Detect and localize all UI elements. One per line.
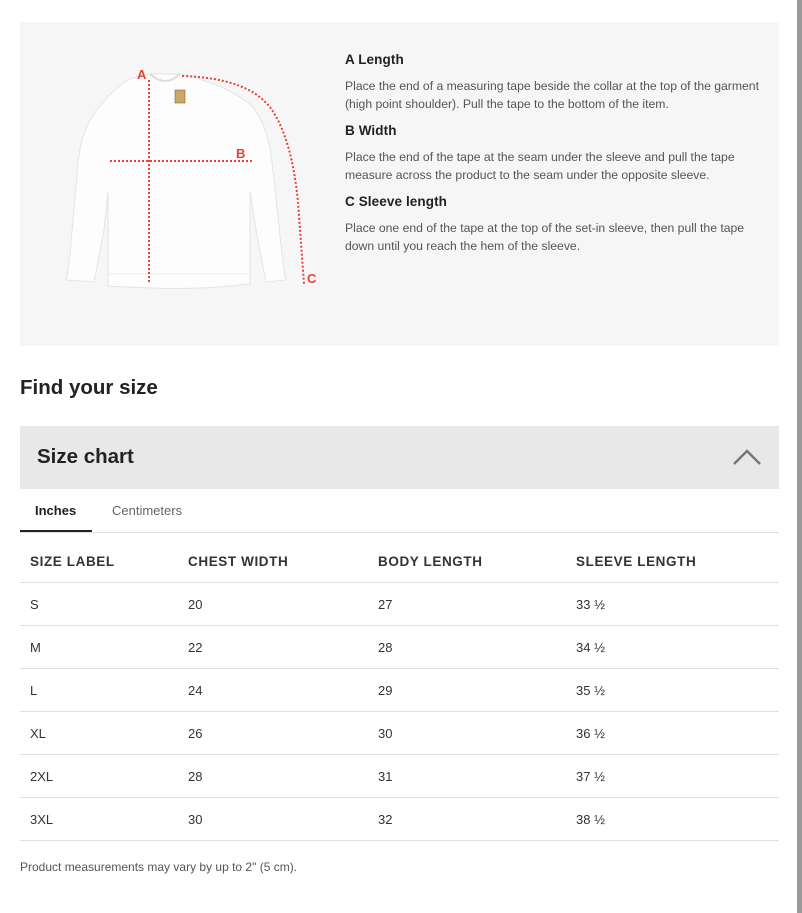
sleeve-length-cell: 36 ½ (566, 712, 779, 755)
measurement-guide (20, 22, 779, 346)
size-label-cell: 2XL (20, 755, 178, 798)
marker-b-label: B (236, 146, 246, 161)
size-table (20, 540, 779, 841)
body-length-cell: 32 (368, 798, 566, 841)
length-description: Place the end of a measuring tape beside the collar at the top of the garment (high point shoulder). Pull the tape to the bottom of the item. (345, 79, 759, 111)
size-label-cell: M (20, 626, 178, 669)
chest-width-cell: 30 (178, 798, 368, 841)
marker-c-label: C (307, 271, 317, 286)
body-length-cell: 31 (368, 755, 566, 798)
column-header: BODY LENGTH (368, 540, 566, 583)
size-chart-accordion-header[interactable] (20, 426, 779, 489)
size-label-cell: 3XL (20, 798, 178, 841)
sleeve-length-cell: 38 ½ (566, 798, 779, 841)
size-chart-title: Size chart (37, 445, 134, 468)
measurement-disclaimer: Product measurements may vary by up to 2" (5 cm). (20, 860, 298, 874)
column-header: CHEST WIDTH (178, 540, 368, 583)
sleeve-length-description: Place one end of the tape at the top of the set-in sleeve, then pull the tape down until you reach the hem of the sleeve. (345, 221, 745, 253)
sleeve-length-cell: 34 ½ (566, 626, 779, 669)
table-row (20, 583, 779, 626)
width-title: B Width (345, 123, 397, 138)
body-length-cell: 29 (368, 669, 566, 712)
chevron-up-icon[interactable] (732, 447, 762, 467)
table-row (20, 669, 779, 712)
width-description: Place the end of the tape at the seam under the sleeve and pull the tape measure across the product to the seam under the opposite sleeve. (345, 150, 735, 182)
size-label-cell: XL (20, 712, 178, 755)
find-your-size-heading: Find your size (20, 376, 158, 399)
marker-a-label: A (137, 67, 147, 82)
table-row (20, 755, 779, 798)
measurement-instructions (345, 52, 765, 265)
column-header: SLEEVE LENGTH (566, 540, 779, 583)
size-label-cell: S (20, 583, 178, 626)
chest-width-cell: 24 (178, 669, 368, 712)
body-length-cell: 28 (368, 626, 566, 669)
length-title: A Length (345, 52, 404, 67)
table-row (20, 712, 779, 755)
tab-inches[interactable]: Inches (20, 490, 92, 532)
sleeve-length-cell: 33 ½ (566, 583, 779, 626)
chest-width-cell: 26 (178, 712, 368, 755)
sleeve-length-cell: 37 ½ (566, 755, 779, 798)
sweatshirt-illustration (20, 22, 330, 346)
column-header: SIZE LABEL (20, 540, 178, 583)
body-length-cell: 27 (368, 583, 566, 626)
chest-width-cell: 28 (178, 755, 368, 798)
body-length-cell: 30 (368, 712, 566, 755)
table-row (20, 626, 779, 669)
unit-tabs (20, 490, 779, 533)
chest-width-cell: 22 (178, 626, 368, 669)
sleeve-length-cell: 35 ½ (566, 669, 779, 712)
table-header-row (20, 540, 779, 583)
tab-centimeters[interactable]: Centimeters (112, 503, 183, 518)
size-label-cell: L (20, 669, 178, 712)
sleeve-length-title: C Sleeve length (345, 194, 448, 209)
chest-width-cell: 20 (178, 583, 368, 626)
table-row (20, 798, 779, 841)
